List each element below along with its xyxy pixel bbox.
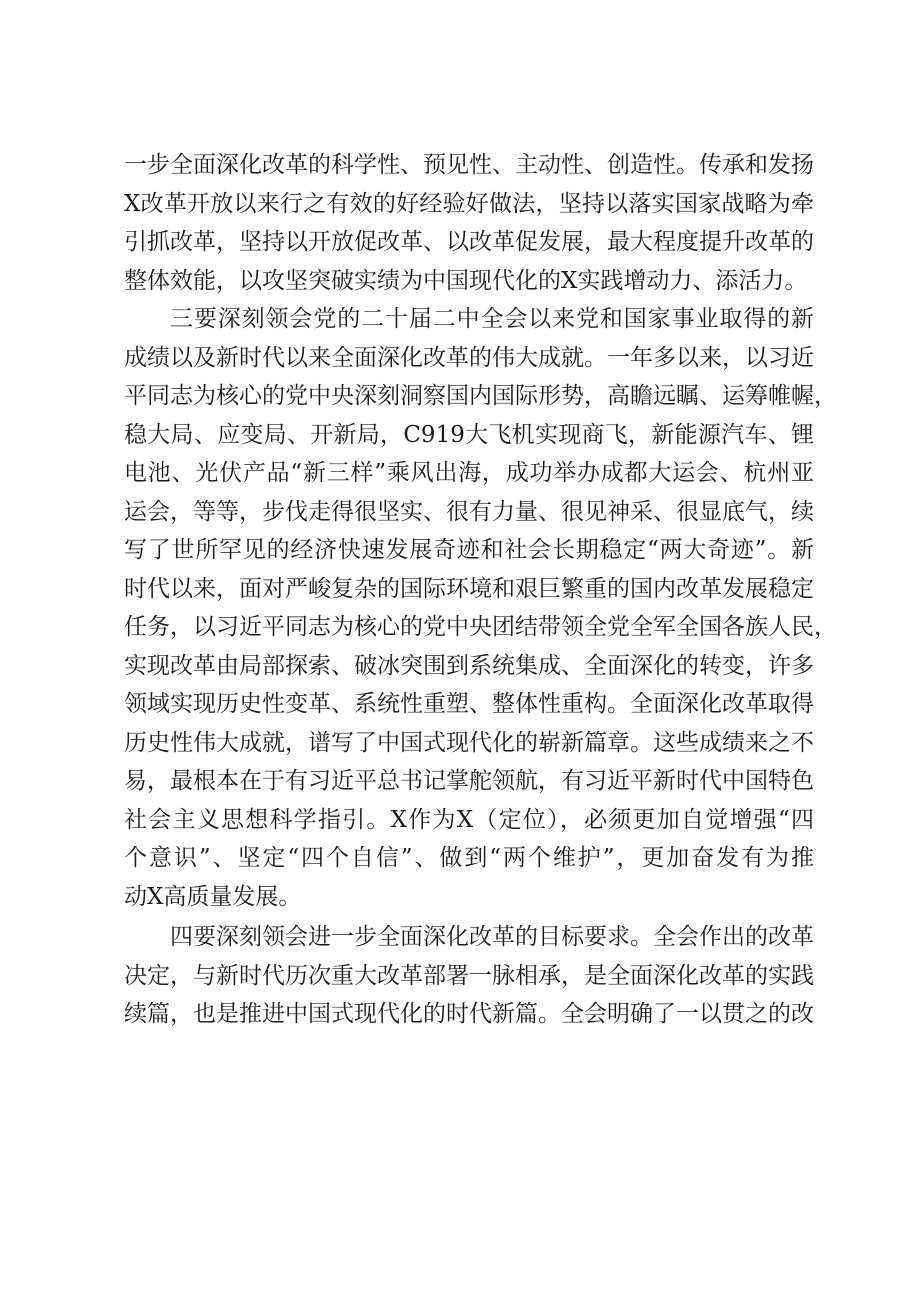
text-line: 历史性伟大成就，谱写了中国式现代化的崭新篇章。这些成绩来之不 (124, 729, 814, 756)
text-line: 成绩以及新时代以来全面深化改革的伟大成就。一年多以来，以习近 (124, 344, 814, 371)
text-line: 个意识”、坚定“四个自信”、做到“两个维护”，更加奋发有为推 (124, 845, 814, 871)
text-line: 电池、光伏产品“新三样”乘风出海，成功举办成都大运会、杭州亚 (124, 460, 814, 486)
text-line: 运会，等等，步伐走得很坚实、很有力量、很见神采、很显底气，续 (124, 498, 814, 525)
text-line: 任务，以习近平同志为核心的党中央团结带领全党全军全国各族人民， (124, 614, 837, 640)
text-line: 四要深刻领会进一步全面深化改革的目标要求。全会作出的改革 (170, 924, 814, 950)
text-line: 写了世所罕见的经济快速发展奇迹和社会长期稳定“两大奇迹”。新 (124, 537, 814, 563)
text-line: 三要深刻领会党的二十届二中全会以来党和国家事业取得的新 (170, 306, 814, 332)
text-line: 平同志为核心的党中央深刻洞察国内国际形势，高瞻远瞩、运筹帷幄， (124, 383, 837, 409)
text-line: 领域实现历史性变革、系统性重塑、整体性重构。全面深化改革取得 (124, 691, 814, 717)
text-line: 动X高质量发展。 (124, 883, 302, 910)
text-line: 实现改革由局部探索、破冰突围到系统集成、全面深化的转变，许多 (124, 652, 814, 679)
text-line: 易，最根本在于有习近平总书记掌舵领航，有习近平新时代中国特色 (124, 768, 814, 794)
text-line: 整体效能，以攻坚突破实绩为中国现代化的X实践增动力、添活力。 (124, 267, 808, 294)
text-line: 续篇，也是推进中国式现代化的时代新篇。全会明确了一以贯之的改 (124, 1001, 814, 1027)
text-line: 时代以来，面对严峻复杂的国际环境和艰巨繁重的国内改革发展稳定 (124, 575, 814, 602)
text-line: 决定，与新时代历次重大改革部署一脉相承，是全面深化改革的实践 (124, 962, 814, 989)
text-line: 社会主义思想科学指引。X作为X（定位），必须更加自觉增强“四 (124, 806, 814, 833)
document-body (124, 146, 837, 1034)
paragraph-2 (124, 300, 837, 916)
text-line: X改革开放以来行之有效的好经验好做法，坚持以落实国家战略为牵 (124, 190, 814, 217)
text-line: 引抓改革，坚持以开放促改革、以改革促发展，最大程度提升改革的 (124, 229, 814, 255)
paragraph-1 (124, 146, 814, 300)
paragraph-3 (124, 918, 814, 1034)
text-line: 一步全面深化改革的科学性、预见性、主动性、创造性。传承和发扬 (124, 152, 814, 178)
text-line: 稳大局、应变局、开新局，C919大飞机实现商飞，新能源汽车、锂 (124, 421, 814, 448)
